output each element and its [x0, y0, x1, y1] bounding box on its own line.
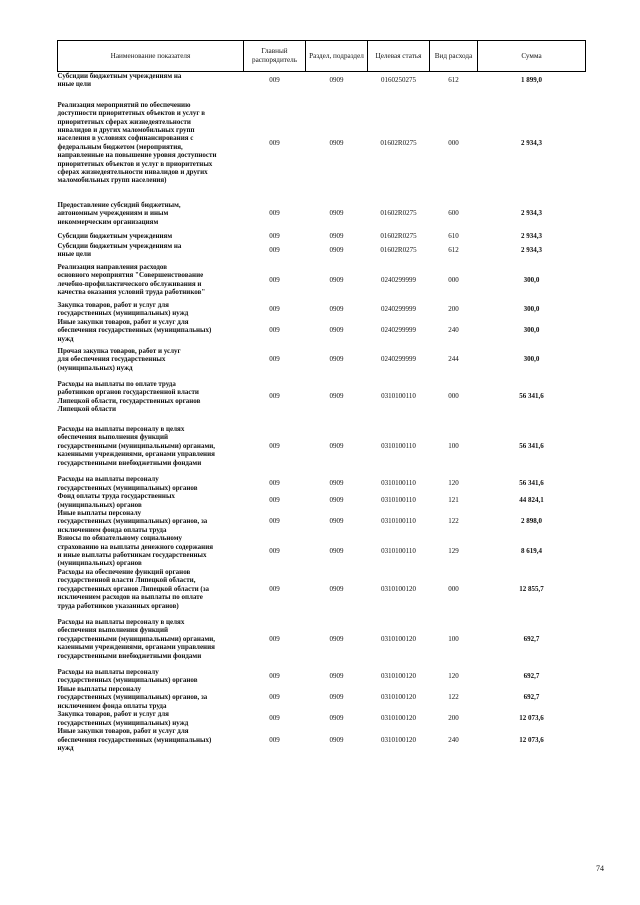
- row-expense-type: 240: [448, 326, 459, 335]
- row-target-item: 0160250275: [381, 76, 416, 85]
- row-name: Предоставление субсидий бюджетным, автономным учреждениям и иным некоммерческим организациям: [57, 200, 181, 226]
- row-main-manager: 009: [269, 209, 280, 218]
- row-name: Взносы по обязательному социальному страхованию на выплаты денежного содержания и иные выплаты работникам государственных (муниципальных) органов: [57, 534, 214, 568]
- row-main-manager: 009: [269, 246, 280, 255]
- row-main-manager: 009: [269, 231, 280, 240]
- table-header-row: [58, 41, 586, 72]
- row-amount: 300,0: [523, 305, 540, 314]
- row-name: Иные закупки товаров, работ и услуг для обеспечения государственных (муниципальных) нужд: [57, 727, 212, 752]
- row-expense-type: 122: [448, 693, 459, 702]
- row-target-item: 0240299999: [381, 275, 416, 284]
- row-name: Закупка товаров, работ и услуг для государственных (муниципальных) нужд: [57, 710, 189, 727]
- row-name: Прочая закупка товаров, работ и услуг для обеспечения государственных (муниципальных) нужд: [57, 346, 181, 372]
- row-section: 0909: [329, 441, 344, 450]
- row-main-manager: 009: [269, 392, 280, 401]
- row-name: Реализация направления расходов основного мероприятия "Совершенствование лечебно-профилактического обслуживания и качества оказания условий труда работников": [57, 263, 206, 297]
- row-target-item: 01602R0275: [380, 246, 417, 255]
- row-main-manager: 009: [269, 672, 280, 681]
- row-expense-type: 122: [448, 517, 459, 526]
- row-section: 0909: [329, 735, 344, 744]
- row-target-item: 0310100110: [381, 496, 416, 505]
- row-main-manager: 009: [269, 305, 280, 314]
- row-expense-type: 244: [448, 355, 459, 364]
- row-expense-type: 612: [448, 246, 459, 255]
- table-row: [58, 492, 586, 509]
- row-target-item: 0310100110: [381, 441, 416, 450]
- row-amount: 12 073,6: [519, 735, 544, 744]
- row-target-item: 0310100120: [381, 584, 416, 593]
- row-target-item: 01602R0275: [380, 231, 417, 240]
- row-name: Расходы на выплаты персоналу государственных (муниципальных) органов: [57, 668, 198, 685]
- row-main-manager: 009: [269, 546, 280, 555]
- row-target-item: 01602R0275: [380, 209, 417, 218]
- table-row: [58, 475, 586, 492]
- row-amount: 2 934,3: [521, 246, 542, 255]
- row-amount: 2 934,3: [521, 138, 542, 147]
- row-name: Фонд оплаты труда государственных (муниципальных) органов: [57, 492, 175, 509]
- table-row: [58, 534, 586, 568]
- row-main-manager: 009: [269, 355, 280, 364]
- row-section: 0909: [329, 326, 344, 335]
- row-expense-type: 120: [448, 479, 459, 488]
- row-section: 0909: [329, 714, 344, 723]
- row-expense-type: 100: [448, 441, 459, 450]
- row-section: 0909: [329, 517, 344, 526]
- row-expense-type: 600: [448, 209, 459, 218]
- table-row: [58, 568, 586, 610]
- row-target-item: 0310100110: [381, 517, 416, 526]
- row-amount: 8 619,4: [521, 546, 542, 555]
- row-name: Расходы на выплаты персоналу в целях обеспечения выполнения функций государственными (муниципальными) органами, казенными учреждениями, органами управления государственными внебюджетными фондами: [57, 425, 216, 467]
- row-target-item: 0240299999: [381, 305, 416, 314]
- row-expense-type: 100: [448, 634, 459, 643]
- row-main-manager: 009: [269, 584, 280, 593]
- page-number: 74: [596, 864, 604, 873]
- row-name: Реализация мероприятий по обеспечению доступности приоритетных объектов и услуг в приоритетных сферах жизнедеятельности инвалидов и других маломобильных групп населения в условиях софинансирования с федеральным бюджетом (мероприятия, направленные на повышение уровня доступности приоритетных объектов и услуг в приоритетных сферах жизнедеятельности инвалидов и других маломобильных групп населения): [57, 100, 217, 185]
- row-target-item: 0310100120: [381, 634, 416, 643]
- row-name: Субсидии бюджетным учреждениям на иные цели: [57, 72, 182, 89]
- table-row: [58, 417, 586, 475]
- row-expense-type: 610: [448, 231, 459, 240]
- row-target-item: 0240299999: [381, 355, 416, 364]
- row-name: Иные выплаты персоналу государственных (муниципальных) органов, за исключением фонда оплаты труда: [57, 509, 208, 534]
- row-amount: 12 073,6: [519, 714, 544, 723]
- row-main-manager: 009: [269, 634, 280, 643]
- row-section: 0909: [329, 305, 344, 314]
- row-main-manager: 009: [269, 275, 280, 284]
- row-name: Субсидии бюджетным учреждениям на иные цели: [57, 241, 182, 259]
- row-section: 0909: [329, 231, 344, 240]
- table-row: [58, 343, 586, 376]
- row-section: 0909: [329, 246, 344, 255]
- row-expense-type: 000: [448, 275, 459, 284]
- row-name: Расходы на выплаты по оплате труда работников органов государственной власти Липецкой области, государственных органов Липецкой области: [57, 379, 201, 413]
- header-section: Раздел, подраздел: [306, 41, 368, 72]
- table-row: [58, 376, 586, 417]
- row-amount: 300,0: [523, 326, 540, 335]
- table-row: [58, 259, 586, 301]
- table-row: [58, 610, 586, 668]
- table-row: [58, 301, 586, 318]
- row-main-manager: 009: [269, 326, 280, 335]
- row-section: 0909: [329, 355, 344, 364]
- row-section: 0909: [329, 672, 344, 681]
- row-expense-type: 200: [448, 305, 459, 314]
- row-expense-type: 121: [448, 496, 459, 505]
- row-expense-type: 612: [448, 76, 459, 85]
- row-name: Расходы на выплаты персоналу в целях обеспечения выполнения функций государственными (муниципальными) органами, казенными учреждениями, органами управления государственными внебюджетными фондами: [57, 617, 216, 660]
- row-amount: 2 934,3: [521, 209, 542, 218]
- row-name: Расходы на обеспечение функций органов государственной власти Липецкой области, государственных органов Липецкой области (за исключением расходов на выплаты по оплате труда работников указанных органов): [57, 567, 210, 610]
- row-section: 0909: [329, 275, 344, 284]
- header-target-item: Целевая статья: [368, 41, 430, 72]
- row-amount: 692,7: [523, 634, 540, 643]
- row-section: 0909: [329, 546, 344, 555]
- table-row: [58, 509, 586, 534]
- row-main-manager: 009: [269, 441, 280, 450]
- table-row: [58, 89, 586, 197]
- row-main-manager: 009: [269, 517, 280, 526]
- row-section: 0909: [329, 496, 344, 505]
- header-expense-type: Вид расхода: [430, 41, 478, 72]
- row-amount: 2 934,3: [521, 231, 542, 240]
- row-amount: 692,7: [523, 672, 540, 681]
- row-expense-type: 000: [448, 138, 459, 147]
- row-section: 0909: [329, 209, 344, 218]
- table-row: [58, 318, 586, 343]
- table-row: [58, 710, 586, 727]
- row-amount: 300,0: [523, 355, 540, 364]
- row-main-manager: 009: [269, 714, 280, 723]
- row-section: 0909: [329, 693, 344, 702]
- row-target-item: 01602R0275: [380, 138, 417, 147]
- row-target-item: 0310100110: [381, 479, 416, 488]
- row-name: Иные закупки товаров, работ и услуг для обеспечения государственных (муниципальных) нужд: [57, 317, 212, 343]
- row-expense-type: 120: [448, 672, 459, 681]
- table-row: [58, 197, 586, 230]
- row-target-item: 0310100120: [381, 714, 416, 723]
- table-row: [58, 685, 586, 710]
- row-amount: 12 855,7: [519, 584, 544, 593]
- row-target-item: 0310100110: [381, 546, 416, 555]
- budget-table: [57, 40, 586, 752]
- header-amount: Сумма: [478, 41, 586, 72]
- row-amount: 2 898,0: [521, 517, 542, 526]
- row-amount: 56 341,6: [519, 479, 544, 488]
- row-expense-type: 200: [448, 714, 459, 723]
- row-expense-type: 129: [448, 546, 459, 555]
- table-row: [58, 242, 586, 259]
- row-target-item: 0310100110: [381, 392, 416, 401]
- row-main-manager: 009: [269, 138, 280, 147]
- row-expense-type: 000: [448, 584, 459, 593]
- table-row: [58, 230, 586, 242]
- header-main-manager: Главный распорядитель: [244, 41, 306, 72]
- table-row: [58, 72, 586, 89]
- row-amount: 1 899,0: [521, 76, 542, 85]
- row-section: 0909: [329, 634, 344, 643]
- row-main-manager: 009: [269, 479, 280, 488]
- row-main-manager: 009: [269, 735, 280, 744]
- row-amount: 300,0: [523, 275, 540, 284]
- row-amount: 56 341,6: [519, 441, 544, 450]
- row-name: Закупка товаров, работ и услуг для государственных (муниципальных) нужд: [57, 300, 189, 318]
- row-amount: 692,7: [523, 693, 540, 702]
- row-target-item: 0310100120: [381, 672, 416, 681]
- row-main-manager: 009: [269, 693, 280, 702]
- row-name: Расходы на выплаты персоналу государственных (муниципальных) органов: [57, 475, 198, 492]
- header-indicator-name: Наименование показателя: [58, 41, 244, 72]
- row-amount: 44 824,1: [519, 496, 544, 505]
- row-main-manager: 009: [269, 76, 280, 85]
- row-amount: 56 341,6: [519, 392, 544, 401]
- row-section: 0909: [329, 479, 344, 488]
- row-section: 0909: [329, 138, 344, 147]
- row-target-item: 0240299999: [381, 326, 416, 335]
- row-target-item: 0310100120: [381, 735, 416, 744]
- row-name: Иные выплаты персоналу государственных (муниципальных) органов, за исключением фонда оплаты труда: [57, 684, 208, 710]
- row-section: 0909: [329, 584, 344, 593]
- row-section: 0909: [329, 76, 344, 85]
- row-section: 0909: [329, 392, 344, 401]
- row-expense-type: 240: [448, 735, 459, 744]
- table-row: [58, 668, 586, 685]
- row-target-item: 0310100120: [381, 693, 416, 702]
- row-expense-type: 000: [448, 392, 459, 401]
- row-name: Субсидии бюджетным учреждениям: [57, 231, 173, 240]
- row-main-manager: 009: [269, 496, 280, 505]
- budget-table-sheet: [57, 40, 585, 752]
- table-row: [58, 727, 586, 752]
